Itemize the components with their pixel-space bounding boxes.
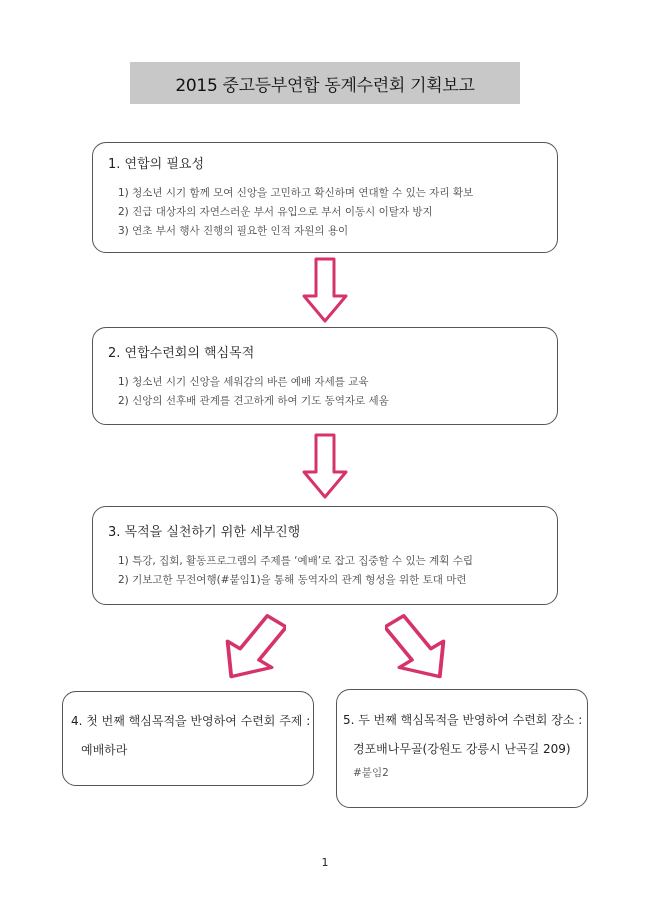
- theme-value: 예배하라: [81, 743, 128, 757]
- down-right-arrow-icon: [385, 612, 449, 686]
- section-heading: 4. 첫 번째 핵심목적을 반영하여 수련회 주제 :: [71, 714, 311, 728]
- list-item: 2) 신앙의 선후배 관계를 견고하게 하여 기도 동역자로 세움: [118, 395, 389, 407]
- down-left-arrow-icon: [222, 612, 286, 686]
- attachment-note: #붙임2: [353, 767, 389, 779]
- document-title: 2015 중고등부연합 동계수련회 기획보고: [130, 62, 520, 104]
- section-heading: 2. 연합수련회의 핵심목적: [108, 346, 255, 361]
- down-arrow-icon: [300, 256, 350, 324]
- list-item: 1) 특강, 집회, 활동프로그램의 주제를 ‘예배’로 잡고 집중할 수 있는 계획 수립: [118, 555, 473, 567]
- list-item: 2) 기보고한 무전여행(#붙임1)을 통해 동역자의 관계 형성을 위한 토대 마련: [118, 574, 467, 586]
- section-heading: 3. 목적을 실천하기 위한 세부진행: [108, 525, 301, 540]
- list-item: 1) 청소년 시기 신앙을 세워감의 바른 예배 자세를 교육: [118, 376, 369, 388]
- page-number: 1: [321, 856, 329, 869]
- section-heading: 5. 두 번째 핵심목적을 반영하여 수련회 장소 :: [343, 713, 583, 727]
- down-arrow-icon: [300, 432, 350, 500]
- section-list: [108, 184, 557, 241]
- section-heading: 1. 연합의 필요성: [108, 157, 205, 172]
- section-core-purpose: [92, 327, 558, 425]
- section-theme: [62, 691, 314, 786]
- list-item: 2) 진급 대상자의 자연스러운 부서 유입으로 부서 이동시 이탈자 방지: [118, 206, 433, 218]
- section-execution: [92, 506, 558, 605]
- list-item: 3) 연초 부서 행사 진행의 필요한 인적 자원의 용이: [118, 225, 349, 237]
- section-list: [108, 552, 557, 590]
- location-value: 경포배나무골(강원도 강릉시 난곡길 209): [353, 742, 571, 756]
- list-item: 1) 청소년 시기 함께 모여 신앙을 고민하고 확신하며 연대할 수 있는 자리 확보: [118, 187, 474, 199]
- section-location: [336, 689, 588, 808]
- section-necessity: [92, 142, 558, 253]
- section-list: [108, 373, 557, 411]
